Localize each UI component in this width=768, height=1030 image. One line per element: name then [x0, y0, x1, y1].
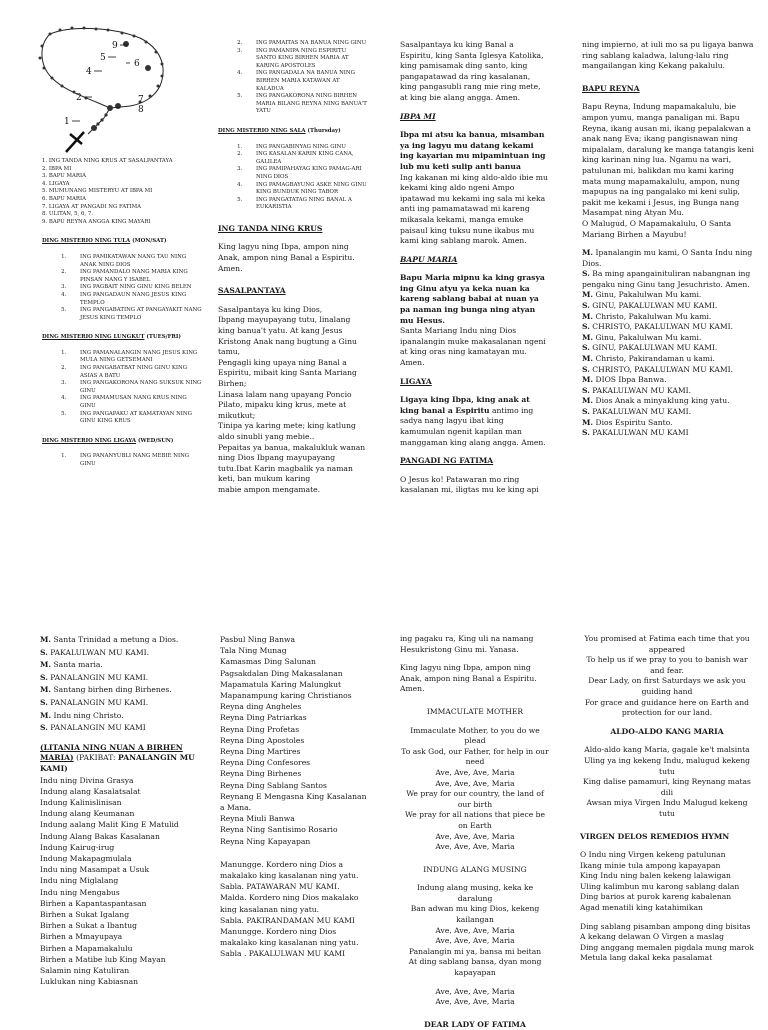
prayer-ending: ing pagaku ra, King uli na namang Hesukristong Ginu mi. Yanasa. [400, 634, 534, 654]
dear-lady-heading: DEAR LADY OF FATIMA [424, 1019, 526, 1029]
mystery-item: 5. ING PANGABATING AT PANGAYAKIT NANG JESUS KING TEMPLO [68, 307, 202, 322]
column-3-bottom [400, 634, 550, 1029]
immaculate-mother-heading: IMMACULATE MOTHER [426, 706, 524, 716]
lyric-line: Ave, Ave, Ave, Maria [435, 842, 515, 852]
lyric-line: O Indu ning Virgen kekeng patulunan [580, 850, 726, 860]
sasalpantaya-heading: SASALPANTAYA [218, 286, 286, 296]
title-item: Tala Ning Munag [220, 646, 287, 656]
litany-line: S. PAKALULWAN MU KAMI [582, 428, 689, 438]
lyric-line: Ave, Ave, Ave, Maria [435, 997, 515, 1007]
lyric-line: King dalise pamamuri, king Reynang matas dili [583, 777, 751, 797]
litany-line: M. Christo, Pakirandaman u kami. [582, 354, 715, 364]
title-item: Mapanampung karing Christianos [220, 691, 352, 701]
litany-line: M. Christo, Pakalulwan Mu kami. [582, 311, 712, 321]
litany-line: S. GINU, PAKALULWAN MU KAMI. [582, 301, 718, 311]
lyric-line: Awsan miya Virgen Indu Malugud kekeng tutu [586, 798, 748, 818]
rosary-beads [42, 28, 163, 106]
rosary-diagram [30, 26, 180, 156]
indung-alang-musing-lyrics [400, 883, 550, 1008]
title-item: Birhen a Kapantaspantasan [40, 898, 147, 908]
sasalpantaya-line: Linasa lalam nang upayang Poncio Pilato, mipaku king krus, mete at mikutkut; [218, 389, 352, 420]
ligaya-prayer-text: Ligaya king Ibpa, king anak at king banal a Espiritu antimo ing sadya nang lagyu ibat king kamumulan ngenit kapilan man manggaman king alang angga. Amen. [400, 395, 546, 447]
litania-titles [220, 634, 372, 847]
title-item: Luklukan ning Kabiasnan [40, 977, 138, 987]
litany-line: M. Santang birhen ding Birhenes. [40, 685, 172, 695]
lyric-line: Immaculate Mother, to you do we plead [410, 725, 540, 746]
fatima-prayer-continued: ning impierno, at iuli mo sa pu ligaya banwa ring sablang kaladwa, lalung-lalu ring mangailangan king Kekang pakalulu. [582, 40, 754, 71]
title-item: Reyna Ding Martires [220, 747, 301, 757]
title-item: Indung alang Kasalatsalat [40, 786, 141, 796]
bapu-reyna-heading: BAPU REYNA [582, 83, 640, 93]
lyric-line: Ave, Ave, Ave, Maria [435, 778, 515, 788]
title-item: Reyna Ding Birhenes [220, 769, 302, 779]
lyric-line: Panalangin mi ya, bansa mi beitan [408, 946, 542, 956]
title-item: Reyna ding Angheles [220, 702, 302, 712]
lungkut-heading: DING MISTERIO NING LUNGKUT (TUES/FRI) [42, 334, 181, 341]
title-item: Reyna Ding Apostoles [220, 735, 305, 745]
title-item: Reyna Ding Patriarkas [220, 713, 307, 723]
litany-line: S. PAKALULWAN MU KAMI. [40, 647, 150, 657]
lyric-line: Dear Lady, on first Saturdays we ask you guiding hand [588, 676, 746, 696]
mystery-item: 2. ING PAMANDALO NANG MARIA KING PINSAN NANG Y ISABEL [68, 269, 202, 284]
ibpa-mi-bold: Ibpa mi atsu ka banua, misamban ya ing lagyu mu datang kekami ing kayarian mu mipamintuan ing lub mu keti sulip anti banua [400, 130, 546, 171]
rosary-number: 8 [138, 105, 144, 115]
step-item: 2. IBPA MI [42, 165, 72, 172]
column-1-top [42, 158, 202, 558]
lyric-line: We pray for our country, the land of our birth [406, 789, 544, 809]
litania-titles [40, 775, 200, 988]
title-item: Reyna Miuli Banwa [220, 814, 295, 824]
fatima-prayer-text: O Jesus ko! Patawaran mo ring kasalanan mi, iligtas mu ke king api [400, 474, 539, 495]
column-1-bottom [40, 634, 200, 1024]
title-item: Birhen a Sukat Igalang [40, 909, 130, 919]
title-item: Indung aalang Malit King E Matulid [40, 820, 179, 830]
step-item: 3. BAPU MARIA [42, 173, 86, 180]
ligaya-list [42, 453, 202, 468]
title-item: Indung Kairug-irug [40, 842, 115, 852]
litany-line: M. Santa maria. [40, 660, 103, 670]
indung-alang-musing-heading: INDUNG ALANG MUSING [423, 864, 527, 874]
mystery-item: 1. ING PANGABINYAG NING GINU [244, 144, 368, 152]
title-item: Indung Makapagmulala [40, 853, 132, 863]
litany-line: S. PANALANGIN MU KAMI. [40, 697, 149, 707]
lyric-line: Ave, Ave, Ave, Maria [435, 986, 515, 996]
litany-line: S. GINU, PAKALULWAN MU KAMI. [582, 343, 718, 353]
aldo-aldo-heading: ALDO-ALDO KANG MARIA [610, 726, 724, 736]
title-item: Indung Alang Bakas Kasalanan [40, 831, 160, 841]
litany-lines [40, 634, 200, 735]
title-item: Reynang E Mengasna King Kasalanan a Mana. [220, 791, 367, 813]
lyric-line: A kekang delawan O Virgen a maslag [580, 932, 725, 942]
title-item: Pagsakdalan Ding Makasalanan [220, 668, 343, 678]
closing-line: Manungge. Kordero ning Dios makalako king kasalanan ning yatu. [220, 927, 359, 948]
title-item: Pasbul Ning Banwa [220, 635, 296, 644]
bapu-maria-heading: BAPU MARIA [400, 254, 458, 264]
bapu-maria-bold: Bapu Maria mipnu ka king grasya ing Ginu atyu ya keka nuan ka kareng sablang babai at nuan ya pa naman ing bunga ning atyan mu Hesus. [400, 273, 545, 325]
lyric-line: Metula lang dakal keka pasalamat [580, 953, 713, 963]
closing-lines [220, 859, 372, 960]
ibpa-mi-heading: IBPA MI [400, 111, 436, 121]
lyric-line: Ding barios at purok kareng kabalenan [580, 892, 732, 902]
title-item: Mapamatula Karing Malungkut [220, 679, 342, 689]
step-item: 4. LIGAYA [42, 180, 70, 187]
mystery-item: 5. ING PANGATATAG NING BANAL A EUKARISTIA [244, 197, 368, 212]
virgen-remedios-lyrics [580, 850, 754, 964]
title-item: Birhen a Mmayupaya [40, 932, 123, 942]
mystery-item: 3. ING PAMIPAHAYAG KING PAMAG-ARI NING DIOS [244, 166, 368, 181]
step-item: 8. ULITAN, 5, 6, 7. [42, 211, 93, 218]
lyric-line: King Indu ning balen kekeng lalawigan [580, 871, 731, 881]
rosary-number: 1 [64, 117, 70, 127]
rosary-number: 7 [138, 95, 144, 105]
litany-line: M. Indu ning Christo. [40, 710, 124, 720]
lyric-line: To help us if we pray to you to banish war and fear. [586, 655, 748, 675]
title-item: Birhen a Mapamakalulu [40, 943, 133, 953]
tula-heading: DING MISTERIO NING TULA (MON/SAT) [42, 238, 167, 245]
mystery-item: 3. ING PAGBAIT NING GINU KING BELEN [68, 284, 202, 292]
title-item: Reyna Ding Profetas [220, 724, 300, 734]
litany-line: M. Ginu, Pakalulwan Mu kami. [582, 332, 702, 342]
mystery-item: 1. ING PAMANALANGIN NANG JESUS KING MULA NING GETSEMANI [68, 350, 202, 365]
mystery-item: 2. ING PANGABATBAT NING GINU KING ASIAS A BATU [68, 365, 202, 380]
closing-line: Sabla. PAKIRANDAMAN MU KAMI [220, 915, 355, 925]
mystery-item: 4. ING PANGADALA NA BANUA NING BIRHEN MARIA KATAWAN AT KALADUA [244, 70, 368, 93]
sala-heading: DING MISTERIO NING SALA (Thursday) [218, 127, 341, 134]
virgen-remedios-heading: VIRGEN DELOS REMEDIOS HYMN [580, 831, 730, 841]
litany-line: M. DIOS Ibpa Banwa. [582, 375, 667, 385]
litany-line: M. Dios Anak a minyaklung king yatu. [582, 396, 730, 406]
tanda-text: King lagyu ning Ibpa, ampon ning Anak, ampon ning Banal a Espiritu. Amen. [400, 663, 537, 694]
column-3-top [400, 40, 548, 560]
litany-line: S. PANALANGIN MU KAMI. [40, 672, 149, 682]
mystery-item: 5. ING PANGAKORONA NING BIRHEN MARIA BILANG REYNA NING BANUA'T YATU [244, 93, 368, 116]
bapu-maria-rest: Santa Mariang Indu ning Dios ipanalangin muke makasalanan ngeni at king oras ning kamatayan mu. Amen. [400, 326, 546, 368]
rosary-number: 9 [112, 41, 118, 51]
mystery-item: 1. ING PANANYUBLI NANG MEBIE NING GINU [68, 453, 202, 468]
title-item: Reyna Ning Kapayapan [220, 836, 311, 846]
title-item: Indu ning Miglalang [40, 876, 119, 886]
title-item: Reyna Ding Sablang Santos [220, 780, 327, 790]
rosary-number: 5 [100, 53, 106, 63]
lyric-line: Ave, Ave, Ave, Maria [435, 936, 515, 946]
lyric-line: Ding sablang pisamban ampong ding bisitas [580, 921, 751, 931]
title-item: Reyna Ding Confesores [220, 758, 311, 768]
litany-line: S. CHRISTO, PAKALULWAN MU KAMI. [582, 364, 734, 374]
lungkut-list [42, 350, 202, 426]
rosary-number: 2 [76, 93, 82, 103]
column-4-bottom [580, 634, 754, 1024]
lyric-line: Ban adwan mu king Dios, kekeng kailangan [410, 904, 540, 925]
response: S. Ba ming apangainituliran nabangnan ing pengaku ning Ginu tang Jesuchristo. Amen. [582, 269, 751, 289]
ligaya-heading: DING MISTERIO NING LIGAYA (WED/SUN) [42, 437, 174, 444]
title-item: Indung alang Keumanan [40, 809, 135, 819]
litany-line: M. Santa Trinidad a metung a Dios. [40, 635, 179, 644]
title-item: Birhen a Sukat a Ibantug [40, 921, 137, 931]
versicle: M. Ipanalangin mu kami, O Santa Indu ning Dios. [582, 248, 753, 268]
litania-heading: (LITANIA NING NUAN A BIRHEN MARIA) (PAKIBAT: PANALANGIN MU KAMI) [40, 742, 195, 773]
step-item: 7. LIGAYA AT PANGADI NG FATIMA [42, 203, 142, 210]
sasalpantaya-line: mabie ampon mengamate. [218, 484, 321, 494]
title-item: Indu ning Mengabus [40, 887, 120, 897]
mystery-item: 4. ING PAMAGBAYUNG ASKE NING GINU KING BUNDUK NING TABOR [244, 182, 368, 197]
sala-list [218, 144, 368, 212]
litany-line: S. PAKALULWAN MU KAMI. [582, 385, 692, 395]
litany-line: S. PANALANGIN MU KAMI [40, 723, 146, 733]
lyric-line: Ikang minie tula ampong kapayapan [580, 860, 721, 870]
lyric-line: Aldo-aldo kang Maria, gagale ke't malsinta [584, 745, 750, 755]
immaculate-mother-lyrics [400, 726, 550, 853]
litany-line: S. CHRISTO, PAKALULWAN MU KAMI. [582, 322, 734, 332]
title-item: Indu ning Masampat a Usuk [40, 865, 150, 875]
column-2-bottom [220, 634, 372, 1024]
mystery-item: 3. ING PANGAKORONA NANG SUKSUK NING GINU [68, 380, 202, 395]
bead-dots [39, 27, 164, 110]
lyric-line: Ave, Ave, Ave, Maria [435, 925, 515, 935]
lyric-line: Ave, Ave, Ave, Maria [435, 831, 515, 841]
title-item: Kamasmas Ding Salunan [220, 657, 316, 667]
bapu-reyna-text: Bapu Reyna, Indung mapamakalulu, bie ampon yumu, manga panaligan mi. Bapu Reyna, ikang ausan mi, ikang pepalakwan a anak nang Eva; ikang pangisnawan ning mipalalam, daralung ke manga tatangis keni king karinan ning lua. Ngamu na wari, patulunan mi, balikdan mu kami karing mata mung mapamakalulu, ampon, nung mapupus na ing pangalako mi keni sulip, pakit me kekami i Jesus, ing Bunga nang Masampat ning Atyan Mu. [582, 102, 754, 218]
closing-line: Malda. Kordero ning Dios makalako king kasalanan ning yatu. [220, 893, 359, 914]
sasalpantaya-continued: Sasalpantaya ku king Banal a Espiritu, king Santa Iglesya Katolika, king pamisamak ding santo, king pangapatawad da ring kasalanan, king pangasubli rang mie ring mete, at king bie alang angga. Amen. [400, 40, 544, 102]
tanda-text: King lagyu ning Ibpa, ampon ning Anak, ampon ning Banal a Espiritu. Amen. [218, 242, 355, 273]
sasalpantaya-line: Ibpang mayupayang tutu, linalang king banua't yatu. At kang Jesus Kristong Anak nang bugtung a Ginu tamu, [218, 315, 357, 357]
mystery-item: 1. ING PAMIKATAWAN NANG TAU NING ANAK NING DIOS [68, 254, 202, 269]
step-item: 9. BAPU REYNA ANGGA KING MAYARI [42, 218, 151, 225]
column-2-top [218, 40, 368, 560]
title-item: Birhen a Matibe lub King Mayan [40, 954, 166, 964]
closing-line: Manungge. Kordero ning Dios a makalako king kasalanan ning yatu. [220, 859, 359, 881]
ibpa-mi-rest: Ing kakanan mi king aldo-aldo ibie mu kekami king aldo ngeni Ampo ipatawad mu kekami ing sala mi keka anti ing pamamatawad mi kareng mikasala kekami, manga emuke paisaul king tuksu nune ikabus mu kami king sablang marok. Amen. [400, 172, 548, 246]
lyric-line: Ding anggang memalen pigdala mung marok [580, 942, 754, 952]
cross-icon [66, 132, 84, 152]
rosary-number: 4 [86, 67, 92, 77]
column-4-top [582, 40, 754, 560]
sasalpantaya-line: Pengagli king upaya ning Banal a Espiritu, mibait king Santa Mariang Birhen; [218, 357, 357, 388]
mystery-item: 5. ING PANGAPAKU AT KAMATAYAN NING GINU KING KRUS [68, 411, 202, 426]
mystery-item: 2. ING PAMAITAS NA BANUA NING GINU [244, 40, 368, 48]
lyric-line: You promised at Fatima each time that you appeared [584, 634, 750, 654]
lyric-line: Uling ya ing kekeng Indu, malugud kekeng tutu [583, 755, 751, 776]
sasalpantaya-line: Sasalpantaya ku king Dios, [218, 304, 323, 314]
fatima-prayer-heading: PANGADI NG FATIMA [400, 456, 494, 466]
rosary-number: 6 [134, 59, 140, 69]
litany-line: S. PAKALULWAN MU KAMI. [582, 407, 692, 416]
mystery-item: 4. ING PAMAMUSAN NANG KRUS NING GINU [68, 395, 202, 410]
lyric-line: Agad menatili king katahimikan [580, 903, 703, 913]
closing-line: Sabla . PAKALULWAN MU KAMI [220, 949, 346, 959]
lyric-line: Uling kalimbun mu karong sablang dalan [580, 881, 740, 891]
lyric-line: We pray for all nations that piece be on Earth [405, 810, 545, 830]
step-item: 6. BAPU MARIA [42, 195, 86, 202]
mystery-item: 2. ING KASALAN KARIN KING CANA, GALILEA [244, 151, 368, 166]
lyric-line: For grace and guidance here on Earth and protection for our land. [584, 697, 750, 718]
title-item: Indung Kalinislinisan [40, 797, 122, 807]
ligaya-list-continued [218, 40, 368, 116]
aldo-aldo-lyrics [580, 745, 754, 819]
rosary-steps [42, 158, 202, 226]
step-item: 1. ING TANDA NING KRUS AT SASALPANTAYA [42, 158, 173, 164]
fatima-song-lyrics [580, 634, 754, 719]
mystery-item: 4. ING PANGADAUN NANG JESUS KING TEMPLO [68, 292, 202, 307]
bapu-reyna-end: O Malugud, O Mapamakalulu, O Santa Mariang Birhen a Mayubu! [582, 218, 732, 239]
litany-line: M. Dios Espiritu Santo. [582, 417, 673, 427]
sasalpantaya-line: Pepaitas ya banua, makalukluk wanan ning Dios Ibpang mayupayang tutu.Ibat Karin magbalik ya naman keti, ban mukum karing [218, 442, 366, 484]
lyric-line: Indung alang musing, keka ke daralung [416, 883, 534, 903]
tula-list [42, 254, 202, 322]
lyric-line: To ask God, our Father, for help in our need [401, 746, 549, 767]
title-item: Reyna Ning Santisimo Rosario [220, 825, 338, 835]
ligaya-prayer-heading: LIGAYA [400, 376, 432, 386]
title-item: Indu ning Divina Grasya [40, 775, 134, 785]
closing-line: Sabla. PATAWARAN MU KAMI. [220, 882, 340, 892]
mystery-item: 3. ING PAMANIPA NING ESPIRITU SANTO KING BIRHEN MARIA AT KARING APOSTOLES [244, 48, 368, 71]
lyric-line: At ding sablang bansa, dyan mong kapayapan [408, 957, 542, 978]
litany-line: M. Ginu, Pakalulwan Mu kami. [582, 290, 702, 300]
lyric-line: Ave, Ave, Ave, Maria [435, 767, 515, 777]
litany-lines [582, 290, 754, 438]
tanda-heading: ING TANDA NING KRUS [218, 223, 323, 233]
sasalpantaya-line: Tinipa ya karing mete; king katlung aldo sinubli yang mebie.. [218, 421, 356, 441]
title-item: Salamin ning Katuliran [40, 965, 130, 975]
step-item: 5. MUMUNANG MISTERYU AT IBPA MI [42, 188, 153, 195]
